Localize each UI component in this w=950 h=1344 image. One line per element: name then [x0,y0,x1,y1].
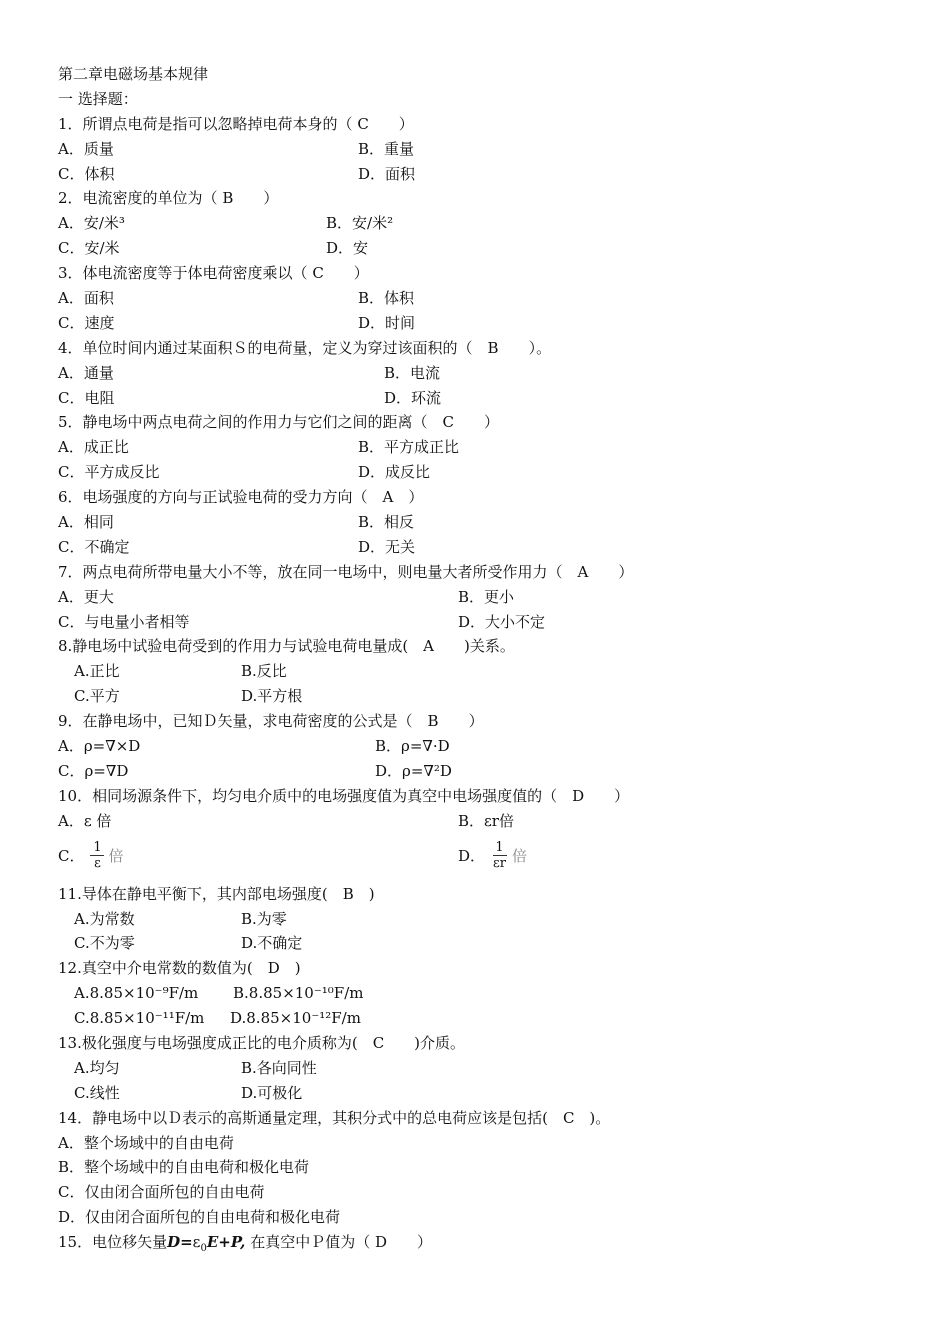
option-a: A．成正比 [58,438,129,457]
question-9: 9．在静电场中，已知Ｄ矢量，求电荷密度的公式是（ B ） [58,712,484,731]
option-c: C.8.85×10⁻¹¹F/m [74,1009,205,1028]
option-c: C．平方成反比 [58,463,160,482]
option-d: D.8.85×10⁻¹²F/m [230,1009,361,1028]
option-b: B．相反 [358,513,415,532]
question-1: 1．所谓点电荷是指可以忽略掉电荷本身的（ C ） [58,114,414,133]
options-row [58,981,918,1006]
option-a: A.正比 [74,662,120,681]
fraction [90,840,104,871]
question-15 [58,1230,918,1255]
option-d: D.不确定 [241,934,303,953]
option-c: C．安/米 [58,239,120,258]
option-c [58,840,124,871]
option-d: D．安 [326,239,369,258]
option-d: D．面积 [358,164,416,183]
option-b: B．ρ=∇·D [375,737,450,756]
options-row [58,1056,918,1081]
option-d: D．大小不定 [458,612,546,631]
option-label: C． [58,846,85,865]
option-a: A.8.85×10⁻⁹F/m [74,984,199,1003]
question-5: 5．静电场中两点电荷之间的作用力与它们之间的距离（ C ） [58,413,500,432]
question-10: 10．相同场源条件下，均匀电介质中的电场强度值为真空中电场强度值的（ D ） [58,786,630,805]
options-row [58,931,918,956]
formula-epsilon-subscript: 0 [200,1243,207,1255]
options-row [58,386,918,411]
options-row [58,236,918,261]
question-2: 2．电流密度的单位为（ B ） [58,189,279,208]
option-b: B．电流 [384,363,441,382]
option-d: D.平方根 [241,687,303,706]
options-row [58,510,918,535]
option-c: C．与电量小者相等 [58,612,190,631]
options-row [58,809,918,834]
option-c: C.不为零 [74,934,135,953]
option-d: D．时间 [358,313,416,332]
question-8: 8.静电场中试验电荷受到的作用力与试验电荷电量成( A )关系。 [58,637,515,656]
fraction [491,840,508,871]
option-c: C．ρ=∇D [58,761,129,780]
question-14: 14．静电场中以Ｄ表示的高斯通量定理，其积分式中的总电荷应该是包括( C )。 [58,1108,611,1127]
option-a: A．ε 倍 [58,811,112,830]
option-a: A．面积 [58,289,114,308]
options-row [58,535,918,560]
fraction-options-row [58,834,918,882]
option-c: C．体积 [58,164,115,183]
option-d: D．成反比 [358,463,431,482]
option-label: D． [458,846,486,865]
document-body [58,62,918,1255]
option-b: B.8.85×10⁻¹⁰F/m [233,984,364,1003]
options-row [58,137,918,162]
options-row [58,1006,918,1031]
options-row [58,435,918,460]
fraction-numerator: 1 [495,839,504,855]
option-b: B．εr倍 [458,811,514,830]
options-row [58,286,918,311]
options-row [58,734,918,759]
option-a: A.均匀 [74,1058,120,1077]
options-row [58,162,918,187]
option-suffix: 倍 [511,846,527,865]
option-c: C．速度 [58,313,115,332]
option-d [458,840,527,871]
option-c: C.线性 [74,1083,120,1102]
option-b: B.为零 [241,909,287,928]
option-d: D．仅由闭合面所包的自由电荷和极化电荷 [58,1208,341,1227]
fraction-denominator: ε [94,855,101,871]
option-suffix: 倍 [108,846,124,865]
stem-prefix: 15．电位移矢量 [58,1233,168,1252]
option-a: A．安/米³ [58,214,125,233]
option-c: C．电阻 [58,388,115,407]
option-a: A．质量 [58,139,114,158]
options-row [58,211,918,236]
question-7: 7．两点电荷所带电量大小不等，放在同一电场中，则电量大者所受作用力（ A ） [58,562,634,581]
option-c: C．仅由闭合面所包的自由电荷 [58,1183,265,1202]
options-row [58,361,918,386]
options-row [58,1081,918,1106]
options-row [58,659,918,684]
options-row [58,460,918,485]
options-row [58,311,918,336]
option-b: B.反比 [241,662,287,681]
question-13: 13.极化强度与电场强度成正比的电介质称为( C )介质。 [58,1033,466,1052]
option-a: A.为常数 [74,909,135,928]
option-b: B．整个场域中的自由电荷和极化电荷 [58,1158,310,1177]
option-d: D．无关 [358,537,416,556]
options-row [58,610,918,635]
option-a: A．整个场域中的自由电荷 [58,1133,234,1152]
option-b: B．重量 [358,139,415,158]
question-3: 3．体电流密度等于体电荷密度乘以（ C ） [58,264,369,283]
option-c: C.平方 [74,687,120,706]
question-12: 12.真空中介电常数的数值为( D ) [58,959,301,978]
options-row [58,585,918,610]
options-row [58,684,918,709]
option-a: A．ρ=∇×D [58,737,141,756]
option-a: A．更大 [58,587,114,606]
question-11: 11.导体在静电平衡下，其内部电场强度( B ) [58,884,375,903]
section-heading: 一 选择题： [58,89,138,108]
question-4: 4．单位时间内通过某面积Ｓ的电荷量，定义为穿过该面积的（ B ）。 [58,338,552,357]
option-b: B．平方成正比 [358,438,460,457]
formula-rest: E+P, [206,1233,246,1252]
option-d: D．环流 [384,388,442,407]
options-row [58,907,918,932]
option-d: D．ρ=∇²D [375,761,452,780]
option-d: D.可极化 [241,1083,303,1102]
option-c: C．不确定 [58,537,130,556]
fraction-numerator: 1 [93,839,102,855]
option-a: A．相同 [58,513,114,532]
formula-epsilon: ε [192,1233,201,1252]
option-b: B．体积 [358,289,415,308]
option-b: B．安/米² [326,214,394,233]
chapter-title: 第二章电磁场基本规律 [58,65,209,83]
options-row [58,759,918,784]
formula-d: D= [167,1233,193,1252]
option-b: B.各向同性 [241,1058,317,1077]
option-a: A．通量 [58,363,114,382]
fraction-denominator: εr [493,855,506,871]
question-6: 6．电场强度的方向与正试验电荷的受力方向（ A ） [58,488,424,507]
stem-suffix: 在真空中Ｐ值为（ D ） [250,1233,432,1252]
option-b: B．更小 [458,587,515,606]
